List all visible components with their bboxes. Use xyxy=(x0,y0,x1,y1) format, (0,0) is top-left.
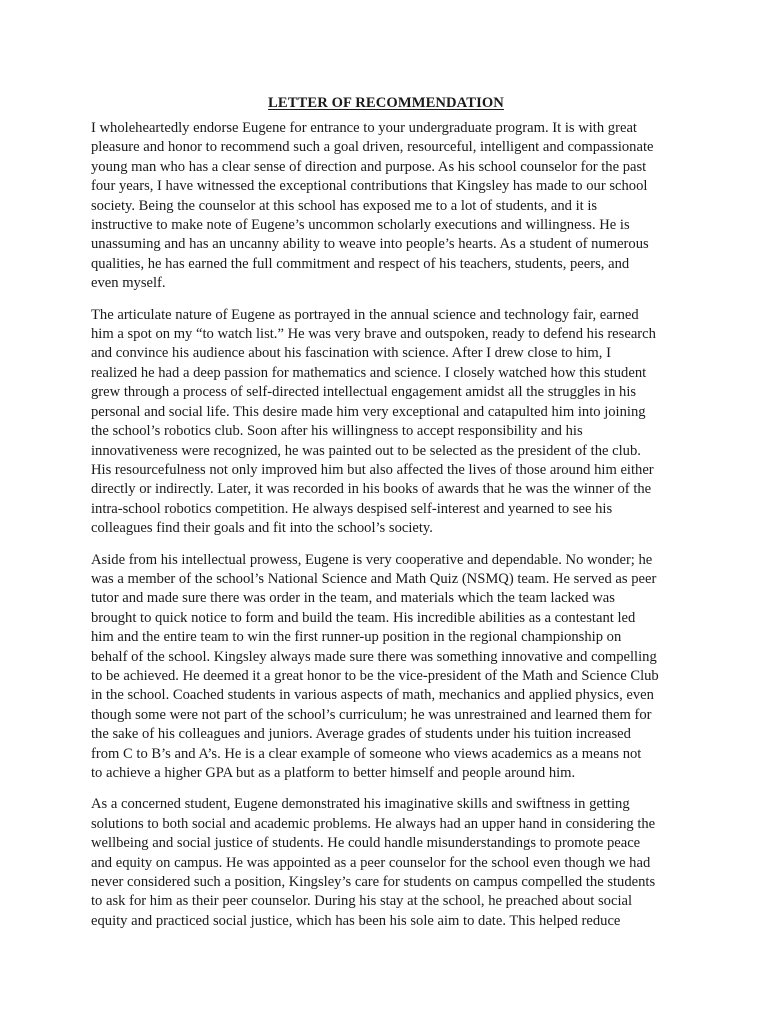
text-line: As a concerned student, Eugene demonstrated his imaginative skills and swiftness in getting xyxy=(91,796,630,813)
text-line: realized he had a deep passion for mathematics and science. I closely watched how this student xyxy=(91,364,647,381)
text-line: society. Being the counselor at this school has exposed me to a lot of students, and it is xyxy=(91,197,598,214)
text-line: solutions to both social and academic problems. He always had an upper hand in considering the xyxy=(91,815,656,832)
text-line: behalf of the school. Kingsley always made sure there was something innovative and compelling xyxy=(91,648,657,665)
text-line: equity and practiced social justice, which has been his sole aim to date. This helped reduce xyxy=(91,912,621,929)
text-line: pleasure and honor to recommend such a goal driven, resourceful, intelligent and compassionate xyxy=(91,139,654,156)
text-line: instructive to make note of Eugene’s uncommon scholarly executions and willingness. He is xyxy=(91,217,630,234)
paragraph-1 xyxy=(91,119,691,294)
text-line: tutor and made sure there was order in the team, and materials which the team lacked was xyxy=(91,590,615,607)
document-title: LETTER OF RECOMMENDATION xyxy=(268,95,504,111)
text-line: the school’s robotics club. Soon after his willingness to accept responsibility and his xyxy=(91,423,583,440)
paragraph-4 xyxy=(91,795,691,931)
text-line: The articulate nature of Eugene as portrayed in the annual science and technology fair, earned xyxy=(91,306,639,323)
text-line: him and the entire team to win the first runner-up position in the regional championship on xyxy=(91,629,622,646)
text-line: and convince his audience about his fascination with science. After I drew close to him, I xyxy=(91,345,611,362)
text-line: brought to quick notice to form and build the team. His incredible abilities as a contestant led xyxy=(91,609,636,626)
text-line: though some were not part of the school’s curriculum; he was unrestrained and learned them for xyxy=(91,706,652,723)
text-line: Aside from his intellectual prowess, Eugene is very cooperative and dependable. No wonder; he xyxy=(91,551,653,568)
text-line: unassuming and has an uncanny ability to weave into people’s hearts. As a student of numerous xyxy=(91,236,649,253)
text-line: innovativeness were recognized, he was painted out to be selected as the president of the club. xyxy=(91,442,641,459)
text-line: from C to B’s and A’s. He is a clear example of someone who views academics as a means not xyxy=(91,745,642,762)
text-line: never considered such a position, Kingsley’s care for students on campus compelled the students xyxy=(91,874,656,891)
text-line: qualities, he has earned the full commitment and respect of his teachers, students, peers, and xyxy=(91,255,630,272)
text-line: even myself. xyxy=(91,275,166,292)
text-line: to be achieved. He deemed it a great honor to be the vice-president of the Math and Science Club xyxy=(91,667,659,684)
text-line: personal and social life. This desire made him very exceptional and catapulted him into joining xyxy=(91,403,646,420)
text-line: I wholeheartedly endorse Eugene for entrance to your undergraduate program. It is with great xyxy=(91,120,637,136)
text-line: to achieve a higher GPA but as a platform to better himself and people around him. xyxy=(91,765,576,781)
text-line: in the school. Coached students in various aspects of math, mechanics and applied physics, even xyxy=(91,687,654,704)
text-line: the sake of his colleagues and juniors. Average grades of students under his tuition increased xyxy=(91,726,631,743)
text-line: and equity on campus. He was appointed as a peer counselor for the school even though we had xyxy=(91,854,651,871)
text-line: colleagues find their goals and fit into the school’s society. xyxy=(91,520,433,537)
text-line: His resourcefulness not only improved him but also affected the lives of those around him either xyxy=(91,461,654,478)
paragraph-3 xyxy=(91,551,691,784)
text-line: four years, I have witnessed the exceptional contributions that Kingsley has made to our school xyxy=(91,178,648,195)
paragraph-2 xyxy=(91,306,691,539)
text-line: him a spot on my “to watch list.” He was very brave and outspoken, ready to defend his research xyxy=(91,326,656,343)
text-line: was a member of the school’s National Science and Math Quiz (NSMQ) team. He served as peer xyxy=(91,570,657,587)
text-line: intra-school robotics competition. He always despised self-interest and yearned to see his xyxy=(91,500,613,517)
text-line: directly or indirectly. Later, it was recorded in his books of awards that he was the winner of the xyxy=(91,481,652,498)
text-line: grew through a process of self-directed intellectual engagement amidst all the struggles in his xyxy=(91,384,637,401)
text-line: young man who has a clear sense of direction and purpose. As his school counselor for the past xyxy=(91,158,647,175)
text-line: to ask for him as their peer counselor. During his stay at the school, he preached about social xyxy=(91,893,633,910)
text-line: wellbeing and social justice of students. He could handle misunderstandings to promote peace xyxy=(91,835,641,852)
letter-body xyxy=(91,119,691,943)
